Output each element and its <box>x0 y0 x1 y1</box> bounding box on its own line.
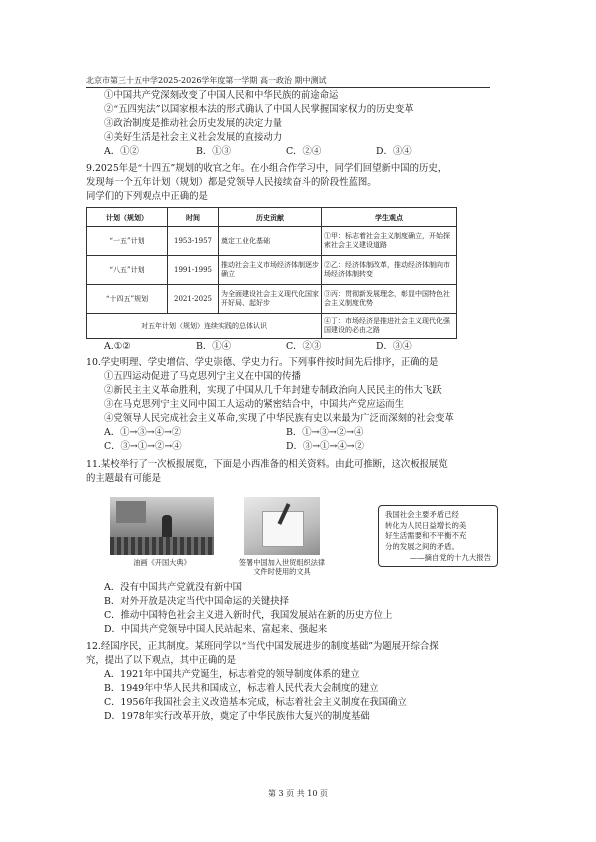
q11-option-d: D．中国共产党领导中国人民站起来、富起来、强起来 <box>104 624 328 635</box>
table-cell: 1953-1957 <box>168 227 219 256</box>
table-cell: ③丙：贯彻新发展理念，彰显中国特色社会主义制度优势 <box>322 285 457 314</box>
table-cell: 1991-1995 <box>168 256 219 285</box>
q10-item-2: ②新民主主义革命胜利，实现了中国从几千年封建专制政治向人民民主的伟大飞跃 <box>104 385 442 396</box>
table-row <box>87 227 457 256</box>
table-cell: 2021-2025 <box>168 285 219 314</box>
q8-option-c: C．②④ <box>286 146 322 157</box>
wto-stationery-photo <box>244 497 320 555</box>
q9-stem-2: 发现每一个五年计划（规划）都是党领导人民接续奋斗的阶段性蓝图。 <box>86 177 377 188</box>
founding-ceremony-painting <box>110 497 214 555</box>
q9-stem-1: 9.2025年是“十四五”规划的收官之年。在小组合作学习中，同学们回望新中国的历史， <box>86 163 448 174</box>
photo-caption-2: 文件时使用的文具 <box>253 567 311 576</box>
q10-item-4: ④党领导人民完成社会主义革命,实现了中华民族有史以来最为广泛而深刻的社会变革 <box>104 413 454 424</box>
q11-option-b: B．对外开放是决定当代中国命运的关键抉择 <box>104 596 290 607</box>
quote-line: 好生活需要和不平衡不充 <box>385 531 467 540</box>
q11-option-c: C．推动中国特色社会主义进入新时代，我国发展站在新的历史方位上 <box>104 610 393 621</box>
q8-item-3: ③政治制度是推动社会历史发展的决定力量 <box>104 118 283 129</box>
wto-stationery-figure <box>238 497 334 576</box>
table-row <box>87 314 457 339</box>
q12-option-a: A．1921年中国共产党诞生，标志着党的领导制度体系的建立 <box>104 669 360 680</box>
q9-option-d: D．③④ <box>376 341 412 352</box>
q11-stem-1: 11.某校举行了一次板报展览，下面是小西准备的相关资料。由此可推断，这次板报展览 <box>86 459 448 470</box>
page-header: 北京市第三十五中学2025-2026学年度第一学期 高一政治 期中测试 <box>86 76 490 88</box>
table-row <box>87 285 457 314</box>
q10-item-1: ①五四运动促进了马克思列宁主义在中国的传播 <box>104 371 301 382</box>
quote-line: 分的发展之间的矛盾。 <box>385 541 459 551</box>
quote-line: 转化为人民日益增长的美 <box>385 520 467 530</box>
q12-stem-2: 究，提出了以下观点，其中正确的是 <box>86 655 237 666</box>
table-cell: ④丁：市场经济是推进社会主义现代化强国建设的必由之路 <box>322 314 457 339</box>
q9-option-a: A.①② <box>104 341 131 352</box>
q10-stem: 10.学史明理、学史增信、学史崇德、学史力行。下列事件按时间先后排序，正确的是 <box>86 357 439 368</box>
table-header: 学生观点 <box>322 208 457 227</box>
q10-option-c: C．③→①→②→④ <box>104 441 182 452</box>
q12-stem-1: 12.经国序民，正其制度。某班同学以“当代中国发展进步的制度基础”为题展开综合探 <box>86 641 439 652</box>
quote-source: ——摘自党的十九大报告 <box>409 552 491 562</box>
table-header: 时间 <box>168 208 219 227</box>
q10-option-d: D．③→①→④→② <box>286 441 364 452</box>
quote-line: 我国社会主要矛盾已经 <box>385 510 459 519</box>
q8-item-4: ④美好生活是社会主义社会发展的直接动力 <box>104 132 283 143</box>
table-header: 计划（规划） <box>87 208 168 227</box>
report-quote-box <box>378 505 498 567</box>
q10-option-a: A．①→③→④→② <box>104 427 182 438</box>
q9-option-c: C．②③ <box>286 341 322 352</box>
q12-option-d: D．1978年实行改革开放，奠定了中华民族伟大复兴的制度基础 <box>104 711 370 722</box>
table-header: 历史贡献 <box>219 208 322 227</box>
table-cell: “八五”计划 <box>87 256 168 285</box>
q9-stem-3: 同学们的下列观点中正确的是 <box>86 191 208 202</box>
table-cell: “一五”计划 <box>87 227 168 256</box>
page-footer: 第 3 页 共 10 页 <box>268 789 328 798</box>
table-cell: 推动社会主义市场经济体制逐步确立 <box>219 256 322 285</box>
q8-option-a: A．①② <box>104 146 139 157</box>
q8-item-2: ②“五四宪法”以国家根本法的形式确认了中国人民掌握国家权力的历史变革 <box>104 104 414 115</box>
table-summary-label: 对五年计划（规划）连续实践的总体认识 <box>87 314 322 339</box>
table-cell: ②乙：经济体制改革，推动经济体制向市场经济体制转变 <box>322 256 457 285</box>
q9-table <box>86 207 457 339</box>
table-cell: ①甲：标志着社会主义制度确立，开始探索社会主义建设道路 <box>322 227 457 256</box>
painting-caption: 油画《开国大典》 <box>133 558 191 567</box>
table-cell: 奠定工业化基础 <box>219 227 322 256</box>
q11-option-a: A．没有中国共产党就没有新中国 <box>104 582 243 593</box>
photo-caption-1: 签署中国加入世贸组织法律 <box>238 558 326 567</box>
q9-option-b: B．①④ <box>196 341 232 352</box>
q8-item-1: ①中国共产党深刻改变了中国人民和中华民族的前途命运 <box>104 90 339 101</box>
table-cell: “十四五”规划 <box>87 285 168 314</box>
q12-option-c: C．1956年我国社会主义改造基本完成，标志着社会主义制度在我国确立 <box>104 697 407 708</box>
q10-item-3: ③在马克思列宁主义同中国工人运动的紧密结合中，中国共产党应运而生 <box>104 399 405 410</box>
q10-option-b: B．①→③→②→④ <box>286 427 364 438</box>
table-cell: 为全面建设社会主义现代化国家开好局、起好步 <box>219 285 322 314</box>
table-row <box>87 256 457 285</box>
q8-option-d: D．③④ <box>376 146 412 157</box>
q8-option-b: B．①③ <box>196 146 232 157</box>
q11-stem-2: 的主题最有可能是 <box>86 473 162 484</box>
founding-ceremony-figure <box>110 497 214 567</box>
q12-option-b: B．1949年中华人民共和国成立，标志着人民代表大会制度的建立 <box>104 683 379 694</box>
